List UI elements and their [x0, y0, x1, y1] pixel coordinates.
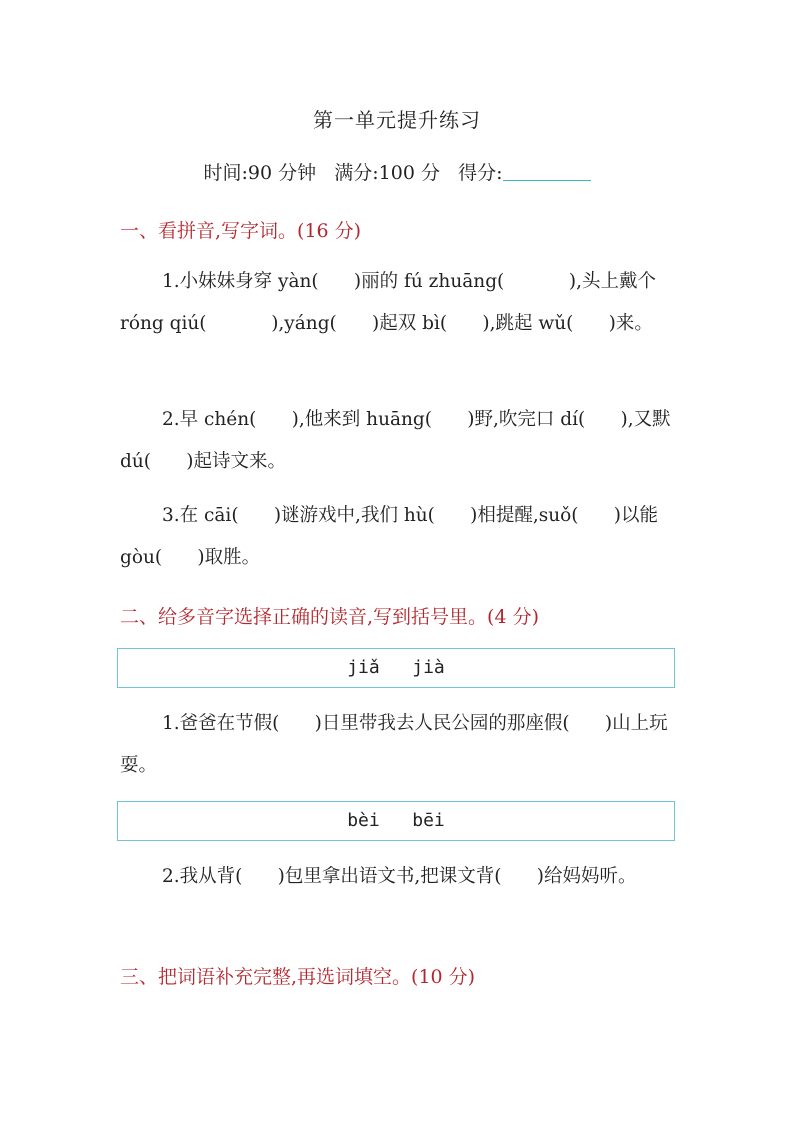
score-blank[interactable] [503, 162, 591, 181]
section-2-heading: 二、给多音字选择正确的读音,写到括号里。(4 分) [120, 606, 539, 628]
section-1-question-2: 2.早 chén( ),他来到 huāng( )野,吹完口 dí( ),又默 dú( )起诗文来。 [120, 409, 677, 472]
section-1-question-3: 3.在 cāi( )谜游戏中,我们 hù( )相提醒,suǒ( )以能 gòu( )取胜。 [120, 505, 664, 568]
pinyin-options-box-2: bèi bēi [117, 801, 675, 841]
section-2-question-1: 1.爸爸在节假( )日里带我去人民公园的那座假( )山上玩耍。 [120, 713, 668, 776]
time-limit: 时间:90 分钟 [203, 162, 317, 184]
section-3-heading: 三、把词语补充完整,再选词填空。(10 分) [120, 966, 476, 988]
section-1-question-1: 1.小妹妹身穿 yàn( )丽的 fú zhuāng( ),头上戴个 róng qiú( ),yáng( )起双 bì( ),跳起 wǔ( )来。 [120, 271, 662, 334]
score-label: 得分: [458, 162, 503, 184]
pinyin-options-box-1: jiǎ jià [117, 648, 675, 688]
exam-info [0, 158, 794, 185]
page-title: 第一单元提升练习 [313, 108, 481, 132]
full-score: 满分:100 分 [334, 162, 440, 184]
section-2-question-2: 2.我从背( )包里拿出语文书,把课文背( )给妈妈听。 [162, 866, 637, 887]
section-1-heading: 一、看拼音,写字词。(16 分) [120, 220, 362, 242]
